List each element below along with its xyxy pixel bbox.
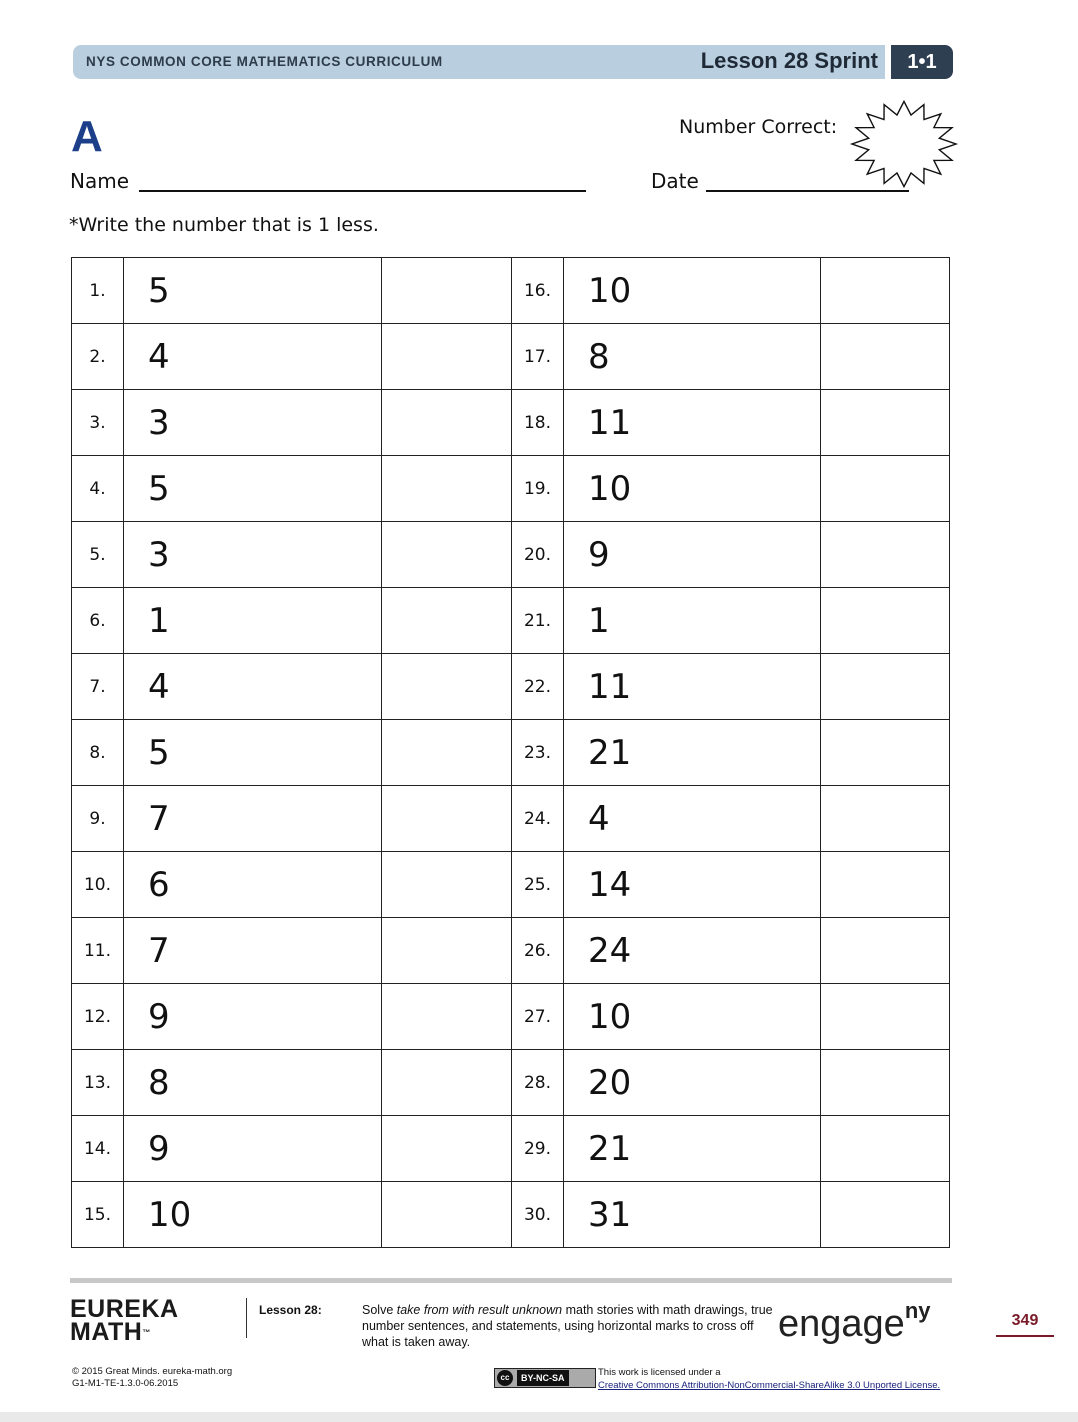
problem-number-left: 1. xyxy=(72,258,124,324)
sprint-row xyxy=(72,1182,950,1248)
problem-number-right: 17. xyxy=(512,324,564,390)
answer-box-right[interactable] xyxy=(821,852,950,918)
problem-number-right: 19. xyxy=(512,456,564,522)
problem-number-left: 14. xyxy=(72,1116,124,1182)
answer-box-right[interactable] xyxy=(821,918,950,984)
sprint-row xyxy=(72,522,950,588)
problem-number-left: 12. xyxy=(72,984,124,1050)
sprint-row xyxy=(72,456,950,522)
problem-number-right: 27. xyxy=(512,984,564,1050)
brand-line-1: EUREKA xyxy=(70,1295,179,1323)
problem-value-left: 5 xyxy=(124,258,382,324)
answer-box-right[interactable] xyxy=(821,258,950,324)
answer-box-right[interactable] xyxy=(821,588,950,654)
problem-value-right: 9 xyxy=(564,522,821,588)
name-label: Name xyxy=(70,169,130,193)
sprint-table xyxy=(71,257,950,1248)
answer-box-left[interactable] xyxy=(382,786,512,852)
problem-number-right: 24. xyxy=(512,786,564,852)
problem-number-right: 18. xyxy=(512,390,564,456)
answer-box-left[interactable] xyxy=(382,852,512,918)
problem-value-left: 8 xyxy=(124,1050,382,1116)
date-field[interactable] xyxy=(706,190,909,192)
engage-text: engage xyxy=(778,1303,905,1345)
answer-box-right[interactable] xyxy=(821,984,950,1050)
answer-box-left[interactable] xyxy=(382,1182,512,1248)
problem-value-right: 11 xyxy=(564,390,821,456)
answer-box-right[interactable] xyxy=(821,456,950,522)
page-bottom-strip xyxy=(0,1412,1078,1422)
answer-box-left[interactable] xyxy=(382,390,512,456)
problem-number-right: 20. xyxy=(512,522,564,588)
answer-box-right[interactable] xyxy=(821,1116,950,1182)
problem-value-right: 10 xyxy=(564,258,821,324)
instruction-text: *Write the number that is 1 less. xyxy=(69,214,379,236)
name-field[interactable] xyxy=(139,190,586,192)
problem-value-left: 7 xyxy=(124,786,382,852)
brand-line-2: MATH xyxy=(70,1318,143,1346)
grade-module-badge: 1•1 xyxy=(891,45,953,79)
sprint-row xyxy=(72,984,950,1050)
objective-pre: Solve xyxy=(362,1303,397,1317)
answer-box-left[interactable] xyxy=(382,522,512,588)
sprint-row xyxy=(72,324,950,390)
problem-number-left: 3. xyxy=(72,390,124,456)
problem-number-left: 5. xyxy=(72,522,124,588)
problem-number-right: 30. xyxy=(512,1182,564,1248)
problem-value-left: 4 xyxy=(124,654,382,720)
answer-box-left[interactable] xyxy=(382,720,512,786)
brand-tm: ™ xyxy=(142,1328,151,1337)
sprint-row xyxy=(72,918,950,984)
answer-box-right[interactable] xyxy=(821,786,950,852)
answer-box-left[interactable] xyxy=(382,984,512,1050)
problem-value-right: 4 xyxy=(564,786,821,852)
answer-box-left[interactable] xyxy=(382,918,512,984)
cc-badge-text: BY-NC-SA xyxy=(517,1370,569,1386)
problem-value-right: 20 xyxy=(564,1050,821,1116)
answer-box-left[interactable] xyxy=(382,588,512,654)
problem-value-right: 1 xyxy=(564,588,821,654)
problem-number-left: 15. xyxy=(72,1182,124,1248)
engage-sup: ny xyxy=(904,1298,931,1323)
problem-value-left: 10 xyxy=(124,1182,382,1248)
sprint-row xyxy=(72,654,950,720)
problem-value-right: 11 xyxy=(564,654,821,720)
copyright-text xyxy=(72,1366,232,1390)
problem-value-left: 1 xyxy=(124,588,382,654)
answer-box-left[interactable] xyxy=(382,1050,512,1116)
problem-number-right: 16. xyxy=(512,258,564,324)
problem-number-right: 25. xyxy=(512,852,564,918)
engageny-logo xyxy=(778,1298,931,1346)
answer-box-right[interactable] xyxy=(821,720,950,786)
sprint-row xyxy=(72,390,950,456)
footer-vertical-divider xyxy=(246,1298,247,1338)
problem-value-right: 24 xyxy=(564,918,821,984)
problem-value-right: 8 xyxy=(564,324,821,390)
sprint-row xyxy=(72,720,950,786)
copyright-line-2: G1-M1-TE-1.3.0-06.2015 xyxy=(72,1378,179,1389)
sprint-row xyxy=(72,588,950,654)
license-line-1: This work is licensed under a xyxy=(598,1367,721,1378)
answer-box-right[interactable] xyxy=(821,324,950,390)
problem-value-right: 21 xyxy=(564,1116,821,1182)
answer-box-left[interactable] xyxy=(382,324,512,390)
answer-box-left[interactable] xyxy=(382,258,512,324)
problem-value-left: 7 xyxy=(124,918,382,984)
answer-box-left[interactable] xyxy=(382,654,512,720)
problem-number-left: 7. xyxy=(72,654,124,720)
answer-box-right[interactable] xyxy=(821,1050,950,1116)
problem-number-left: 13. xyxy=(72,1050,124,1116)
curriculum-title: NYS COMMON CORE MATHEMATICS CURRICULUM xyxy=(86,54,443,69)
license-link[interactable]: Creative Commons Attribution-NonCommercial-ShareAlike 3.0 Unported License. xyxy=(598,1380,941,1391)
objective-emphasis: take from with result unknown xyxy=(396,1303,563,1317)
problem-number-left: 8. xyxy=(72,720,124,786)
problem-number-left: 6. xyxy=(72,588,124,654)
date-label: Date xyxy=(651,169,699,193)
cc-icon: cc xyxy=(497,1370,513,1386)
page-number-underline xyxy=(996,1335,1054,1337)
problem-value-left: 6 xyxy=(124,852,382,918)
problem-number-left: 10. xyxy=(72,852,124,918)
footer-divider-rule xyxy=(70,1278,952,1283)
sprint-row xyxy=(72,1116,950,1182)
sprint-row xyxy=(72,1050,950,1116)
problem-value-left: 9 xyxy=(124,1116,382,1182)
problem-value-left: 5 xyxy=(124,456,382,522)
answer-box-right[interactable] xyxy=(821,522,950,588)
lesson-title: Lesson 28 Sprint xyxy=(700,48,878,73)
problem-value-left: 9 xyxy=(124,984,382,1050)
problem-number-right: 29. xyxy=(512,1116,564,1182)
problem-value-right: 31 xyxy=(564,1182,821,1248)
answer-box-right[interactable] xyxy=(821,654,950,720)
problem-number-right: 21. xyxy=(512,588,564,654)
sprint-letter: A xyxy=(71,112,103,161)
sprint-row xyxy=(72,786,950,852)
sprint-row xyxy=(72,852,950,918)
problem-number-right: 28. xyxy=(512,1050,564,1116)
problem-number-left: 11. xyxy=(72,918,124,984)
sprint-row xyxy=(72,258,950,324)
creative-commons-badge xyxy=(494,1368,596,1388)
problem-value-left: 3 xyxy=(124,522,382,588)
page-number: 349 xyxy=(1011,1312,1039,1329)
problem-value-left: 3 xyxy=(124,390,382,456)
answer-box-left[interactable] xyxy=(382,1116,512,1182)
number-correct-label: Number Correct: xyxy=(679,116,838,138)
problem-number-right: 23. xyxy=(512,720,564,786)
objective-post: math stories with math drawings, true number sentences, and statements, using horizontal marks to cross off what is taken away. xyxy=(362,1303,773,1349)
problem-value-right: 10 xyxy=(564,456,821,522)
problem-value-left: 5 xyxy=(124,720,382,786)
problem-value-left: 4 xyxy=(124,324,382,390)
problem-number-right: 26. xyxy=(512,918,564,984)
starburst-icon xyxy=(848,98,960,190)
answer-box-right[interactable] xyxy=(821,390,950,456)
problem-number-left: 4. xyxy=(72,456,124,522)
problem-number-left: 9. xyxy=(72,786,124,852)
lesson-objective xyxy=(362,1302,782,1350)
answer-box-left[interactable] xyxy=(382,456,512,522)
problem-number-left: 2. xyxy=(72,324,124,390)
copyright-line-1: © 2015 Great Minds. eureka-math.org xyxy=(72,1366,233,1377)
footer-lesson-tag: Lesson 28: xyxy=(259,1303,322,1317)
answer-box-right[interactable] xyxy=(821,1182,950,1248)
problem-value-right: 21 xyxy=(564,720,821,786)
problem-number-right: 22. xyxy=(512,654,564,720)
eureka-math-logo xyxy=(70,1295,179,1346)
license-text xyxy=(598,1366,940,1392)
problem-value-right: 10 xyxy=(564,984,821,1050)
problem-value-right: 14 xyxy=(564,852,821,918)
